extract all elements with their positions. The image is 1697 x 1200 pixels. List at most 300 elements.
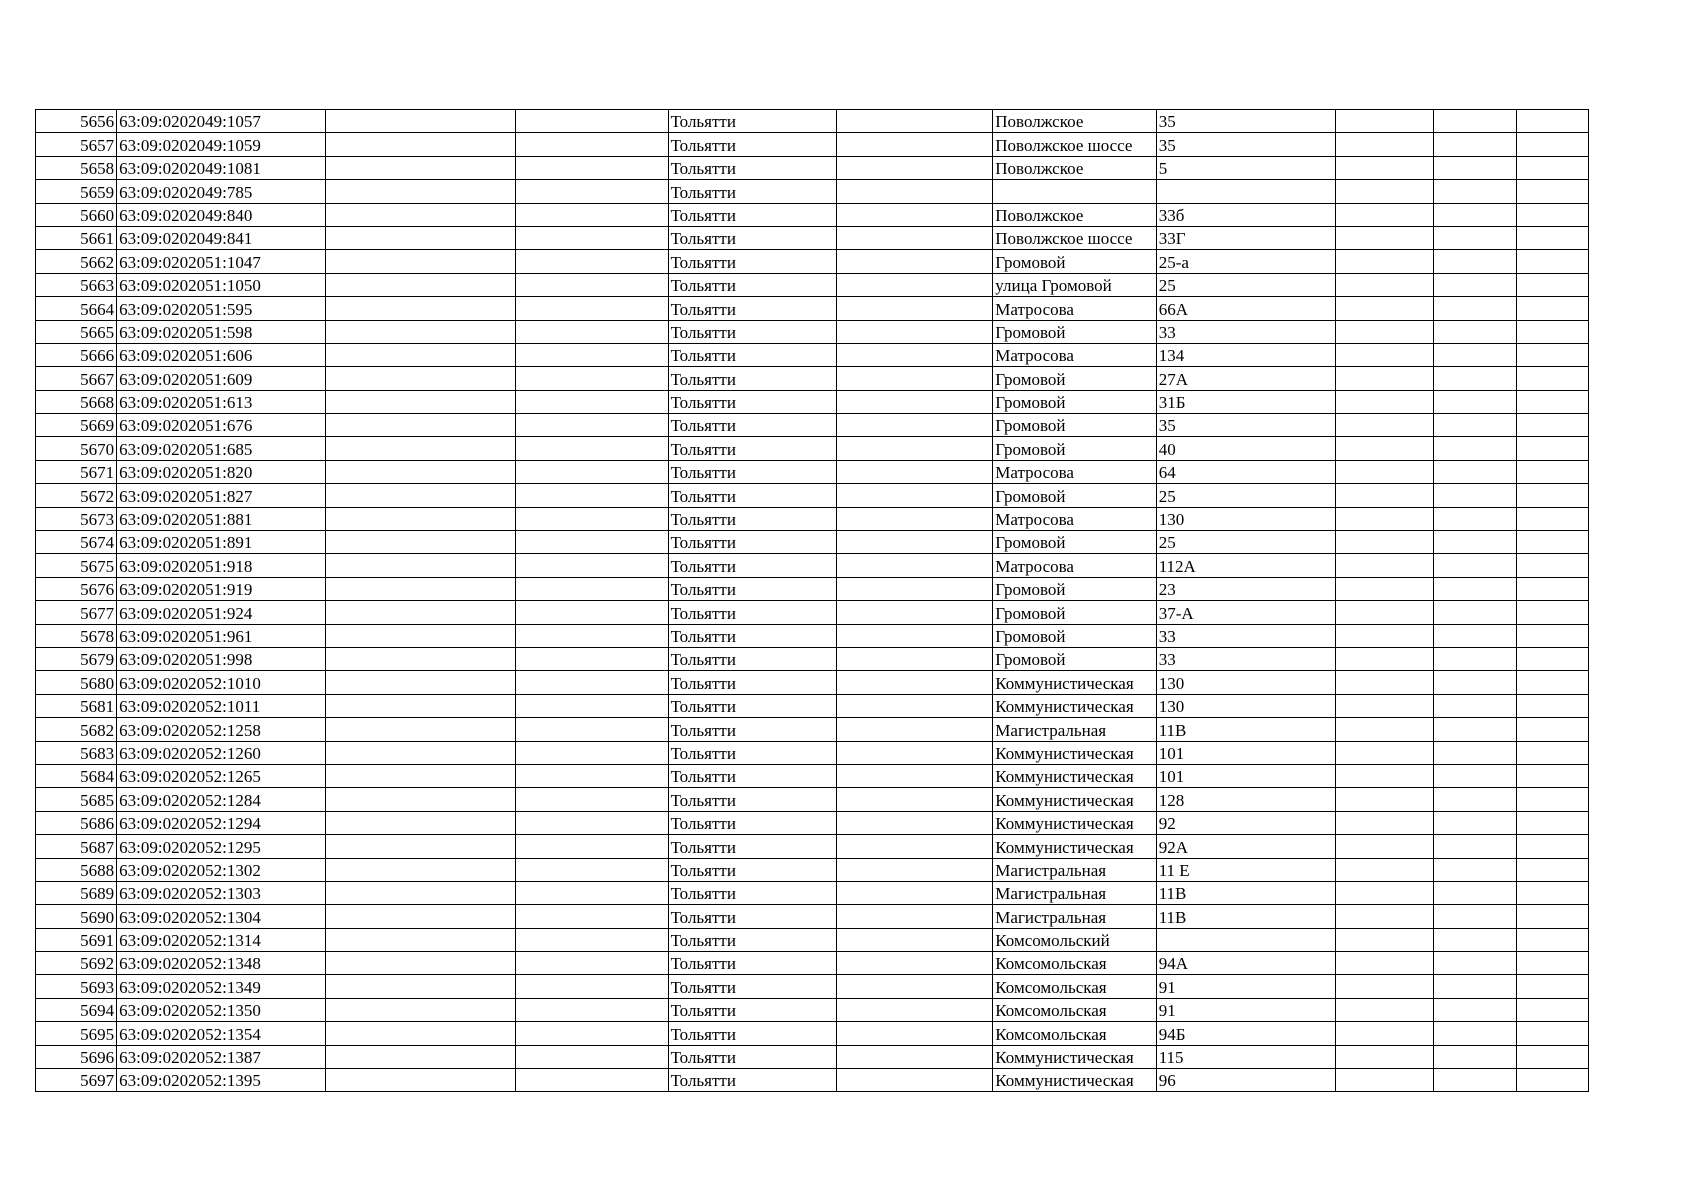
city-cell: Тольятти xyxy=(668,975,837,998)
empty-cell xyxy=(1433,741,1516,764)
empty-cell xyxy=(1433,905,1516,928)
empty-cell xyxy=(1433,226,1516,249)
table-row xyxy=(36,671,1589,694)
city-cell: Тольятти xyxy=(668,367,837,390)
table-row xyxy=(36,390,1589,413)
city-cell: Тольятти xyxy=(668,203,837,226)
empty-cell xyxy=(837,507,993,530)
table-row xyxy=(36,624,1589,647)
empty-cell xyxy=(515,788,668,811)
empty-cell xyxy=(1517,203,1589,226)
empty-cell xyxy=(1433,718,1516,741)
table-row xyxy=(36,180,1589,203)
empty-cell xyxy=(325,998,515,1021)
cadastral-number-cell: 63:09:0202051:1050 xyxy=(117,273,326,296)
table-row xyxy=(36,414,1589,437)
empty-cell xyxy=(1517,367,1589,390)
cadastral-number-cell: 63:09:0202049:1081 xyxy=(117,156,326,179)
city-cell: Тольятти xyxy=(668,1069,837,1092)
table-row xyxy=(36,858,1589,881)
table-row xyxy=(36,507,1589,530)
house-number-cell: 92 xyxy=(1156,811,1335,834)
empty-cell xyxy=(325,110,515,133)
empty-cell xyxy=(1517,671,1589,694)
row-number-cell: 5662 xyxy=(36,250,117,273)
empty-cell xyxy=(325,297,515,320)
empty-cell xyxy=(837,414,993,437)
street-cell: Поволжское шоссе xyxy=(993,226,1156,249)
city-cell: Тольятти xyxy=(668,133,837,156)
empty-cell xyxy=(837,858,993,881)
empty-cell xyxy=(515,484,668,507)
empty-cell xyxy=(1517,694,1589,717)
empty-cell xyxy=(1433,1069,1516,1092)
row-number-cell: 5685 xyxy=(36,788,117,811)
empty-cell xyxy=(1335,460,1433,483)
empty-cell xyxy=(837,788,993,811)
row-number-cell: 5672 xyxy=(36,484,117,507)
row-number-cell: 5691 xyxy=(36,928,117,951)
row-number-cell: 5675 xyxy=(36,554,117,577)
empty-cell xyxy=(1335,343,1433,366)
row-number-cell: 5677 xyxy=(36,601,117,624)
empty-cell xyxy=(515,273,668,296)
house-number-cell: 134 xyxy=(1156,343,1335,366)
row-number-cell: 5695 xyxy=(36,1022,117,1045)
street-cell: Матросова xyxy=(993,554,1156,577)
cadastral-number-cell: 63:09:0202051:609 xyxy=(117,367,326,390)
cadastral-number-cell: 63:09:0202052:1348 xyxy=(117,952,326,975)
street-cell xyxy=(993,180,1156,203)
empty-cell xyxy=(325,858,515,881)
empty-cell xyxy=(1335,203,1433,226)
row-number-cell: 5663 xyxy=(36,273,117,296)
empty-cell xyxy=(837,531,993,554)
street-cell: Громовой xyxy=(993,367,1156,390)
empty-cell xyxy=(837,180,993,203)
city-cell: Тольятти xyxy=(668,788,837,811)
empty-cell xyxy=(515,1069,668,1092)
empty-cell xyxy=(325,788,515,811)
empty-cell xyxy=(1335,414,1433,437)
cadastral-number-cell: 63:09:0202052:1303 xyxy=(117,881,326,904)
empty-cell xyxy=(837,1045,993,1068)
table-row xyxy=(36,250,1589,273)
house-number-cell: 25 xyxy=(1156,484,1335,507)
empty-cell xyxy=(325,741,515,764)
table-row xyxy=(36,601,1589,624)
empty-cell xyxy=(325,952,515,975)
empty-cell xyxy=(837,764,993,787)
empty-cell xyxy=(1517,811,1589,834)
empty-cell xyxy=(1517,858,1589,881)
empty-cell xyxy=(325,531,515,554)
house-number-cell: 37-А xyxy=(1156,601,1335,624)
empty-cell xyxy=(1433,110,1516,133)
cadastral-number-cell: 63:09:0202052:1350 xyxy=(117,998,326,1021)
city-cell: Тольятти xyxy=(668,437,837,460)
cadastral-number-cell: 63:09:0202051:924 xyxy=(117,601,326,624)
cadastral-number-cell: 63:09:0202052:1304 xyxy=(117,905,326,928)
empty-cell xyxy=(325,203,515,226)
empty-cell xyxy=(515,297,668,320)
house-number-cell: 33Г xyxy=(1156,226,1335,249)
empty-cell xyxy=(1517,835,1589,858)
empty-cell xyxy=(1433,297,1516,320)
empty-cell xyxy=(1433,788,1516,811)
empty-cell xyxy=(1335,180,1433,203)
city-cell: Тольятти xyxy=(668,180,837,203)
empty-cell xyxy=(515,226,668,249)
empty-cell xyxy=(1335,741,1433,764)
table-row xyxy=(36,343,1589,366)
empty-cell xyxy=(515,507,668,530)
street-cell: Громовой xyxy=(993,250,1156,273)
house-number-cell: 66А xyxy=(1156,297,1335,320)
empty-cell xyxy=(1517,928,1589,951)
empty-cell xyxy=(837,577,993,600)
city-cell: Тольятти xyxy=(668,718,837,741)
empty-cell xyxy=(515,531,668,554)
table-row xyxy=(36,133,1589,156)
empty-cell xyxy=(325,1069,515,1092)
table-row xyxy=(36,928,1589,951)
house-number-cell: 130 xyxy=(1156,507,1335,530)
cadastral-number-cell: 63:09:0202052:1260 xyxy=(117,741,326,764)
empty-cell xyxy=(325,975,515,998)
empty-cell xyxy=(515,203,668,226)
table-row xyxy=(36,156,1589,179)
cadastral-number-cell: 63:09:0202051:1047 xyxy=(117,250,326,273)
empty-cell xyxy=(1335,764,1433,787)
empty-cell xyxy=(325,343,515,366)
house-number-cell: 35 xyxy=(1156,414,1335,437)
city-cell: Тольятти xyxy=(668,577,837,600)
empty-cell xyxy=(1433,624,1516,647)
empty-cell xyxy=(1517,320,1589,343)
empty-cell xyxy=(325,1045,515,1068)
table-row xyxy=(36,881,1589,904)
empty-cell xyxy=(1517,180,1589,203)
empty-cell xyxy=(325,671,515,694)
row-number-cell: 5666 xyxy=(36,343,117,366)
empty-cell xyxy=(1517,250,1589,273)
empty-cell xyxy=(515,718,668,741)
city-cell: Тольятти xyxy=(668,811,837,834)
cadastral-number-cell: 63:09:0202052:1010 xyxy=(117,671,326,694)
row-number-cell: 5686 xyxy=(36,811,117,834)
house-number-cell: 128 xyxy=(1156,788,1335,811)
empty-cell xyxy=(1433,343,1516,366)
empty-cell xyxy=(1433,390,1516,413)
empty-cell xyxy=(325,624,515,647)
empty-cell xyxy=(1433,694,1516,717)
row-number-cell: 5676 xyxy=(36,577,117,600)
row-number-cell: 5660 xyxy=(36,203,117,226)
empty-cell xyxy=(515,928,668,951)
street-cell: Громовой xyxy=(993,437,1156,460)
empty-cell xyxy=(1433,881,1516,904)
empty-cell xyxy=(1517,624,1589,647)
empty-cell xyxy=(515,577,668,600)
street-cell: Магистральная xyxy=(993,905,1156,928)
row-number-cell: 5684 xyxy=(36,764,117,787)
empty-cell xyxy=(515,250,668,273)
empty-cell xyxy=(515,110,668,133)
empty-cell xyxy=(837,156,993,179)
city-cell: Тольятти xyxy=(668,554,837,577)
city-cell: Тольятти xyxy=(668,297,837,320)
house-number-cell: 25 xyxy=(1156,531,1335,554)
table-row xyxy=(36,1045,1589,1068)
empty-cell xyxy=(1433,577,1516,600)
empty-cell xyxy=(325,507,515,530)
city-cell: Тольятти xyxy=(668,484,837,507)
city-cell: Тольятти xyxy=(668,110,837,133)
empty-cell xyxy=(515,671,668,694)
empty-cell xyxy=(1335,1045,1433,1068)
cadastral-number-cell: 63:09:0202049:841 xyxy=(117,226,326,249)
table-row xyxy=(36,226,1589,249)
empty-cell xyxy=(837,484,993,507)
empty-cell xyxy=(1335,531,1433,554)
row-number-cell: 5670 xyxy=(36,437,117,460)
street-cell: Магистральная xyxy=(993,858,1156,881)
cadastral-number-cell: 63:09:0202052:1284 xyxy=(117,788,326,811)
house-number-cell: 130 xyxy=(1156,694,1335,717)
empty-cell xyxy=(515,390,668,413)
empty-cell xyxy=(515,601,668,624)
empty-cell xyxy=(325,905,515,928)
city-cell: Тольятти xyxy=(668,998,837,1021)
empty-cell xyxy=(1335,110,1433,133)
empty-cell xyxy=(1335,928,1433,951)
table-body xyxy=(36,110,1589,1092)
row-number-cell: 5679 xyxy=(36,647,117,670)
cadastral-number-cell: 63:09:0202051:891 xyxy=(117,531,326,554)
empty-cell xyxy=(837,390,993,413)
empty-cell xyxy=(515,741,668,764)
street-cell: Комсомольская xyxy=(993,998,1156,1021)
cadastral-number-cell: 63:09:0202051:820 xyxy=(117,460,326,483)
empty-cell xyxy=(1335,905,1433,928)
row-number-cell: 5668 xyxy=(36,390,117,413)
empty-cell xyxy=(1335,1022,1433,1045)
cadastral-number-cell: 63:09:0202051:598 xyxy=(117,320,326,343)
empty-cell xyxy=(1517,998,1589,1021)
empty-cell xyxy=(1335,975,1433,998)
empty-cell xyxy=(837,226,993,249)
empty-cell xyxy=(1433,460,1516,483)
street-cell: Громовой xyxy=(993,577,1156,600)
empty-cell xyxy=(1433,811,1516,834)
empty-cell xyxy=(515,554,668,577)
city-cell: Тольятти xyxy=(668,156,837,179)
empty-cell xyxy=(1517,460,1589,483)
street-cell: Коммунистическая xyxy=(993,788,1156,811)
empty-cell xyxy=(1517,110,1589,133)
empty-cell xyxy=(1517,226,1589,249)
table-row xyxy=(36,554,1589,577)
empty-cell xyxy=(837,998,993,1021)
city-cell: Тольятти xyxy=(668,905,837,928)
empty-cell xyxy=(1517,297,1589,320)
empty-cell xyxy=(515,156,668,179)
table-row xyxy=(36,437,1589,460)
empty-cell xyxy=(325,414,515,437)
row-number-cell: 5658 xyxy=(36,156,117,179)
empty-cell xyxy=(1335,320,1433,343)
house-number-cell: 35 xyxy=(1156,110,1335,133)
table-row xyxy=(36,905,1589,928)
empty-cell xyxy=(1335,250,1433,273)
street-cell: Комсомольская xyxy=(993,952,1156,975)
empty-cell xyxy=(1433,203,1516,226)
row-number-cell: 5667 xyxy=(36,367,117,390)
empty-cell xyxy=(515,998,668,1021)
empty-cell xyxy=(837,905,993,928)
city-cell: Тольятти xyxy=(668,343,837,366)
empty-cell xyxy=(1517,414,1589,437)
empty-cell xyxy=(1433,835,1516,858)
house-number-cell: 94А xyxy=(1156,952,1335,975)
cadastral-number-cell: 63:09:0202052:1294 xyxy=(117,811,326,834)
empty-cell xyxy=(837,718,993,741)
table-row xyxy=(36,694,1589,717)
empty-cell xyxy=(515,133,668,156)
empty-cell xyxy=(1517,273,1589,296)
row-number-cell: 5690 xyxy=(36,905,117,928)
empty-cell xyxy=(515,952,668,975)
table-row xyxy=(36,484,1589,507)
empty-cell xyxy=(837,367,993,390)
street-cell: Матросова xyxy=(993,343,1156,366)
cadastral-number-cell: 63:09:0202051:595 xyxy=(117,297,326,320)
empty-cell xyxy=(837,273,993,296)
city-cell: Тольятти xyxy=(668,1022,837,1045)
empty-cell xyxy=(1335,297,1433,320)
table-row xyxy=(36,367,1589,390)
cadastral-number-cell: 63:09:0202052:1387 xyxy=(117,1045,326,1068)
house-number-cell: 5 xyxy=(1156,156,1335,179)
empty-cell xyxy=(1517,952,1589,975)
empty-cell xyxy=(515,624,668,647)
city-cell: Тольятти xyxy=(668,531,837,554)
house-number-cell: 25 xyxy=(1156,273,1335,296)
city-cell: Тольятти xyxy=(668,647,837,670)
empty-cell xyxy=(1335,718,1433,741)
empty-cell xyxy=(515,975,668,998)
house-number-cell: 101 xyxy=(1156,741,1335,764)
cadastral-number-cell: 63:09:0202051:676 xyxy=(117,414,326,437)
empty-cell xyxy=(837,110,993,133)
house-number-cell xyxy=(1156,180,1335,203)
empty-cell xyxy=(1517,718,1589,741)
empty-cell xyxy=(1517,905,1589,928)
house-number-cell: 23 xyxy=(1156,577,1335,600)
empty-cell xyxy=(325,881,515,904)
empty-cell xyxy=(837,671,993,694)
empty-cell xyxy=(1517,764,1589,787)
empty-cell xyxy=(837,601,993,624)
empty-cell xyxy=(1517,647,1589,670)
table-row xyxy=(36,1069,1589,1092)
city-cell: Тольятти xyxy=(668,226,837,249)
cadastral-number-cell: 63:09:0202051:919 xyxy=(117,577,326,600)
street-cell: Матросова xyxy=(993,460,1156,483)
empty-cell xyxy=(1517,507,1589,530)
cadastral-number-cell: 63:09:0202052:1354 xyxy=(117,1022,326,1045)
street-cell: Коммунистическая xyxy=(993,1069,1156,1092)
empty-cell xyxy=(1433,601,1516,624)
cadastral-number-cell: 63:09:0202051:998 xyxy=(117,647,326,670)
empty-cell xyxy=(1433,647,1516,670)
city-cell: Тольятти xyxy=(668,952,837,975)
city-cell: Тольятти xyxy=(668,414,837,437)
empty-cell xyxy=(1433,367,1516,390)
empty-cell xyxy=(1433,484,1516,507)
empty-cell xyxy=(1517,975,1589,998)
row-number-cell: 5656 xyxy=(36,110,117,133)
city-cell: Тольятти xyxy=(668,1045,837,1068)
empty-cell xyxy=(1433,156,1516,179)
empty-cell xyxy=(1335,624,1433,647)
city-cell: Тольятти xyxy=(668,858,837,881)
row-number-cell: 5664 xyxy=(36,297,117,320)
empty-cell xyxy=(515,367,668,390)
city-cell: Тольятти xyxy=(668,694,837,717)
empty-cell xyxy=(1517,741,1589,764)
empty-cell xyxy=(837,203,993,226)
table-row xyxy=(36,1022,1589,1045)
empty-cell xyxy=(325,647,515,670)
empty-cell xyxy=(1517,390,1589,413)
cadastral-number-cell: 63:09:0202051:827 xyxy=(117,484,326,507)
house-number-cell: 94Б xyxy=(1156,1022,1335,1045)
empty-cell xyxy=(1335,952,1433,975)
empty-cell xyxy=(837,694,993,717)
street-cell: Магистральная xyxy=(993,881,1156,904)
cadastral-number-cell: 63:09:0202049:840 xyxy=(117,203,326,226)
empty-cell xyxy=(1335,811,1433,834)
empty-cell xyxy=(837,297,993,320)
street-cell: Поволжское xyxy=(993,110,1156,133)
table-row xyxy=(36,320,1589,343)
cadastral-number-cell: 63:09:0202049:1057 xyxy=(117,110,326,133)
empty-cell xyxy=(1517,1069,1589,1092)
house-number-cell: 33 xyxy=(1156,320,1335,343)
row-number-cell: 5659 xyxy=(36,180,117,203)
row-number-cell: 5692 xyxy=(36,952,117,975)
street-cell: Громовой xyxy=(993,624,1156,647)
house-number-cell: 101 xyxy=(1156,764,1335,787)
empty-cell xyxy=(1335,1069,1433,1092)
table-row xyxy=(36,110,1589,133)
empty-cell xyxy=(325,764,515,787)
cadastral-number-cell: 63:09:0202051:613 xyxy=(117,390,326,413)
empty-cell xyxy=(325,718,515,741)
table-row xyxy=(36,273,1589,296)
street-cell: Громовой xyxy=(993,390,1156,413)
row-number-cell: 5657 xyxy=(36,133,117,156)
street-cell: Коммунистическая xyxy=(993,764,1156,787)
empty-cell xyxy=(1335,507,1433,530)
street-cell: Громовой xyxy=(993,414,1156,437)
city-cell: Тольятти xyxy=(668,460,837,483)
table-row xyxy=(36,811,1589,834)
cadastral-number-cell: 63:09:0202051:685 xyxy=(117,437,326,460)
street-cell: Громовой xyxy=(993,531,1156,554)
